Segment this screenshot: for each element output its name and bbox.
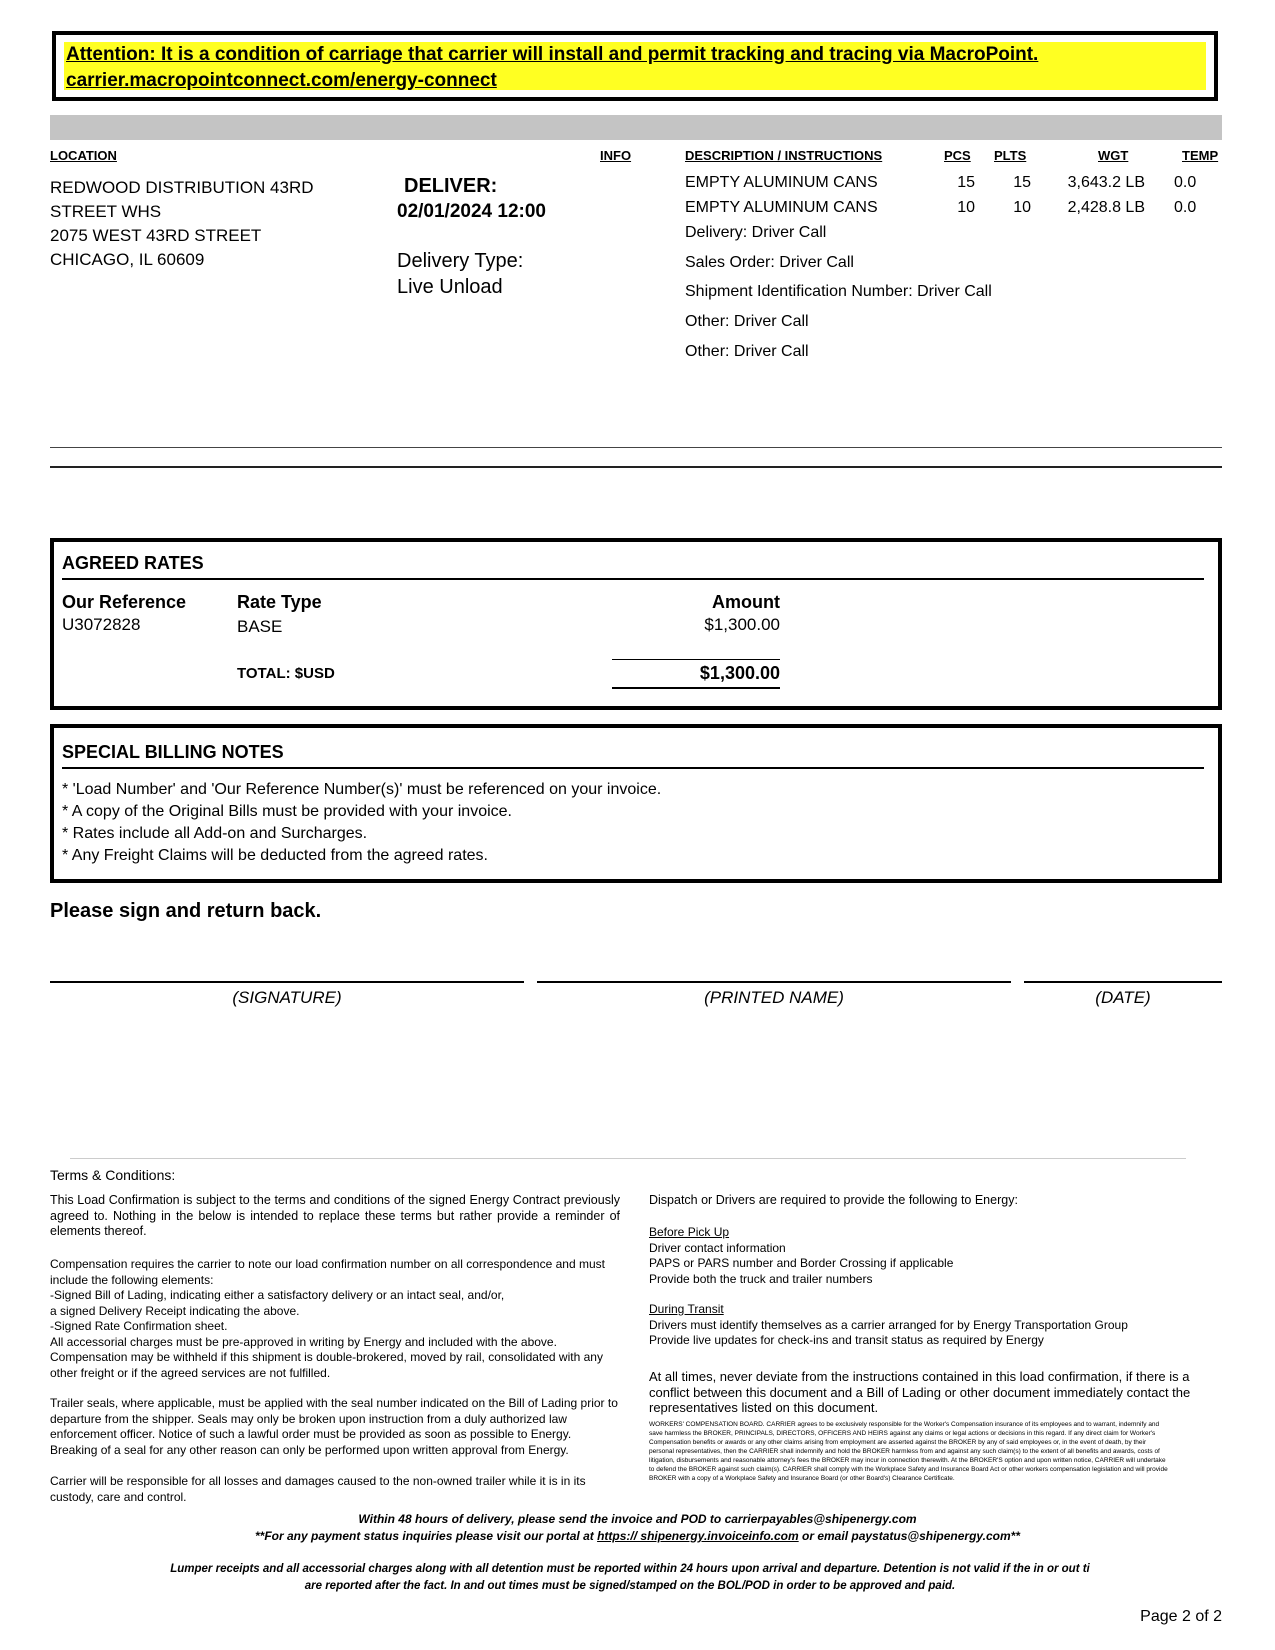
- location-header: LOCATION: [50, 148, 117, 163]
- location-line-4: CHICAGO, IL 60609: [50, 250, 205, 269]
- temp-header: TEMP: [1182, 148, 1219, 163]
- separator-line: [50, 466, 1222, 468]
- workers-comp-clause: WORKERS' COMPENSATION BOARD. CARRIER agrees to be exclusively responsible for the Worker's Compensation insurance of its employees and to warrant, indemnify and save harmless the BROKER, PRINCIPALS, DIRECTORS, OFFICERS AND HEIRS against any claims or legal actions or decisions in this regard. If any direct claim for Worker's Compensation benefits or awards or any other claims arising from employment are asserted against the BROKER by any of said employees or, in the event of death, by their personal representatives, then the CARRIER shall indemnify and hold the BROKER harmless from and against any such claim(s) to the extent of all benefits and awards, costs of litigation, disbursements and reasonable attorney's fees the BROKER may incur in connection therewith. At the BROKER'S option and upon written notice, CARRIER will undertake to defend the BROKER against such claim(s). CARRIER shall comply with the Workplace Safety and Insurance Board Act or other workers compensation legislation and will provide BROKER with a copy of a Workplace Safety and Insurance Board (or other Board's) Clearance Certificate.: [649, 1421, 1168, 1482]
- invoice-instructions: Within 48 hours of delivery, please send the invoice and POD to carrierpayables@shipenergy.com: [358, 1512, 917, 1526]
- deliver-datetime: 02/01/2024 12:00: [397, 201, 546, 222]
- item-2-pcs: 10: [957, 199, 975, 216]
- location-line-1: REDWOOD DISTRIBUTION 43RD: [50, 178, 314, 197]
- date-label: (DATE): [1095, 988, 1151, 1007]
- item-1-pcs: 15: [957, 174, 975, 191]
- instruction-shipment-id: Shipment Identification Number: Driver Call: [685, 283, 992, 300]
- item-1-weight: 3,643.2 LB: [1067, 174, 1145, 191]
- compensation-line: a signed Delivery Receipt indicating the above.: [50, 1303, 300, 1318]
- deviation-notice: At all times, never deviate from the instructions contained in this load confirmation, if there is a conflict between this document and a Bill of Lading or other document immediately contact the representatives listed on this document.: [649, 1369, 1191, 1415]
- before-pickup-item: Provide both the truck and trailer numbers: [649, 1271, 873, 1286]
- plts-header: PLTS: [994, 148, 1027, 163]
- compensation-terms: [50, 1257, 620, 1381]
- seal-terms: Trailer seals, where applicable, must be applied with the seal number indicated on the Bill of Lading prior to departure from the shipper. Seals may only be broken upon instruction from a duly authorized law enforcement officer. Notice of such a lawful order must be provided as soon as possible to Energy. Breaking of a seal for any other reason can only be performed upon written approval from Energy.: [50, 1396, 618, 1457]
- item-2-temp: 0.0: [1174, 199, 1197, 216]
- compensation-line: Compensation requires the carrier to note our load confirmation number on all correspondence and must include the following elements:: [50, 1257, 605, 1287]
- tracking-notice-line-1: Attention: It is a condition of carriage that carrier will install and permit tracking and tracing via MacroPoint.: [66, 44, 1039, 65]
- location-line-3: 2075 WEST 43RD STREET: [50, 226, 262, 245]
- item-2-weight: 2,428.8 LB: [1067, 199, 1145, 216]
- compensation-line: All accessorial charges must be pre-approved in writing by Energy and included with the above.: [50, 1334, 557, 1349]
- agreed-rates-rule: [62, 578, 1204, 580]
- tracking-notice-url[interactable]: carrier.macropointconnect.com/energy-connect: [66, 70, 497, 91]
- total-underline: [612, 687, 780, 689]
- terms-title: Terms & Conditions:: [50, 1167, 176, 1183]
- billing-note: * A copy of the Original Bills must be provided with your invoice.: [62, 803, 512, 820]
- compensation-line: -Signed Bill of Lading, indicating either a satisfactory delivery or an intact seal, and/or,: [50, 1288, 505, 1302]
- delivery-type-value: Live Unload: [397, 276, 503, 298]
- compensation-line: -Signed Rate Confirmation sheet.: [50, 1319, 228, 1333]
- trailer-liability-terms: Carrier will be responsible for all losses and damages caused to the non-owned trailer while it is in its custody, care and control.: [50, 1474, 586, 1504]
- dispatch-requirements: Dispatch or Drivers are required to provide the following to Energy:: [649, 1193, 1018, 1207]
- item-1-plts: 15: [1013, 174, 1031, 191]
- date-line[interactable]: [1024, 981, 1222, 983]
- compensation-line: Compensation may be withheld if this shipment is double-brokered, moved by rail, consolidated with any other freight or if the agreed services are not fulfilled.: [50, 1350, 603, 1380]
- before-pickup-item: Driver contact information: [649, 1240, 786, 1255]
- agreed-rates-title: AGREED RATES: [62, 553, 204, 573]
- description-header: DESCRIPTION / INSTRUCTIONS: [685, 148, 883, 163]
- terms-divider: [70, 1158, 1186, 1159]
- payment-portal-notice: [0, 1529, 1275, 1543]
- reference-header: Our Reference: [62, 592, 187, 612]
- wgt-header: WGT: [1098, 148, 1129, 163]
- amount-header: Amount: [712, 592, 780, 612]
- billing-note: * Any Freight Claims will be deducted from the agreed rates.: [62, 847, 488, 864]
- delivery-location: [50, 176, 314, 272]
- item-1-description: EMPTY ALUMINUM CANS: [685, 174, 878, 191]
- billing-notes-rule: [62, 767, 1204, 769]
- rate-type-value: BASE: [237, 617, 283, 636]
- section-divider-band: [50, 115, 1222, 140]
- total-amount: $1,300.00: [699, 663, 780, 683]
- info-header: INFO: [600, 148, 632, 163]
- during-transit-list: [649, 1302, 1219, 1349]
- signature-label: (SIGNATURE): [232, 988, 342, 1007]
- portal-prefix: **For any payment status inquiries please visit our portal at: [254, 1529, 598, 1543]
- terms-intro: This Load Confirmation is subject to the terms and conditions of the signed Energy Contract previously agreed to. Nothing in the below is intended to replace these terms but rather provide a reminder of elements thereof.: [50, 1193, 620, 1238]
- portal-suffix: or email paystatus@shipenergy.com**: [798, 1529, 1021, 1543]
- instruction-delivery: Delivery: Driver Call: [685, 224, 827, 241]
- printed-name-label: (PRINTED NAME): [704, 988, 844, 1007]
- reference-value: U3072828: [62, 615, 141, 634]
- printed-name-line[interactable]: [537, 981, 1011, 983]
- total-label: TOTAL: $USD: [237, 665, 335, 682]
- billing-notes-box: [50, 724, 1222, 883]
- before-pickup-title: Before Pick Up: [649, 1225, 730, 1239]
- before-pickup-list: [649, 1225, 1219, 1287]
- instruction-other-1: Other: Driver Call: [685, 313, 809, 330]
- agreed-rates-box: [50, 538, 1222, 710]
- rate-type-header: Rate Type: [237, 592, 322, 612]
- base-amount: $1,300.00: [704, 615, 780, 634]
- page-number: Page 2 of 2: [1140, 1608, 1222, 1625]
- lumper-notice-1: Lumper receipts and all accessorial charges along with all detention must be reported within 24 hours upon arrival and departure. Detention is not valid if the in or out ti: [170, 1563, 1090, 1575]
- tracking-notice-highlight: [64, 42, 1206, 90]
- billing-note: * Rates include all Add-on and Surcharges.: [62, 825, 368, 842]
- during-transit-item: Provide live updates for check-ins and transit status as required by Energy: [649, 1333, 1044, 1347]
- signature-line[interactable]: [50, 981, 524, 983]
- item-2-description: EMPTY ALUMINUM CANS: [685, 199, 878, 216]
- sign-prompt: Please sign and return back.: [50, 900, 322, 922]
- lumper-notice-2: are reported after the fact. In and out times must be signed/stamped on the BOL/POD in order to be approved and paid.: [304, 1580, 956, 1592]
- portal-link[interactable]: https:// shipenergy.invoiceinfo.com: [597, 1529, 799, 1543]
- pcs-header: PCS: [944, 148, 971, 163]
- total-overline: [612, 659, 780, 660]
- separator-line: [50, 447, 1222, 448]
- delivery-type-label: Delivery Type:: [397, 250, 524, 272]
- instruction-sales-order: Sales Order: Driver Call: [685, 254, 854, 271]
- tracking-notice-box: [52, 31, 1218, 101]
- billing-note: * 'Load Number' and 'Our Reference Number(s)' must be referenced on your invoice.: [62, 781, 662, 798]
- instruction-other-2: Other: Driver Call: [685, 343, 809, 360]
- before-pickup-item: PAPS or PARS number and Border Crossing if applicable: [649, 1256, 954, 1270]
- billing-notes-list: [62, 779, 661, 867]
- during-transit-title: During Transit: [649, 1302, 724, 1316]
- billing-notes-title: SPECIAL BILLING NOTES: [62, 742, 284, 762]
- item-1-temp: 0.0: [1174, 174, 1197, 191]
- during-transit-item: Drivers must identify themselves as a carrier arranged for by Energy Transportation Group: [649, 1317, 1128, 1332]
- location-line-2: STREET WHS: [50, 202, 162, 221]
- deliver-label: DELIVER:: [404, 175, 498, 197]
- item-2-plts: 10: [1013, 199, 1031, 216]
